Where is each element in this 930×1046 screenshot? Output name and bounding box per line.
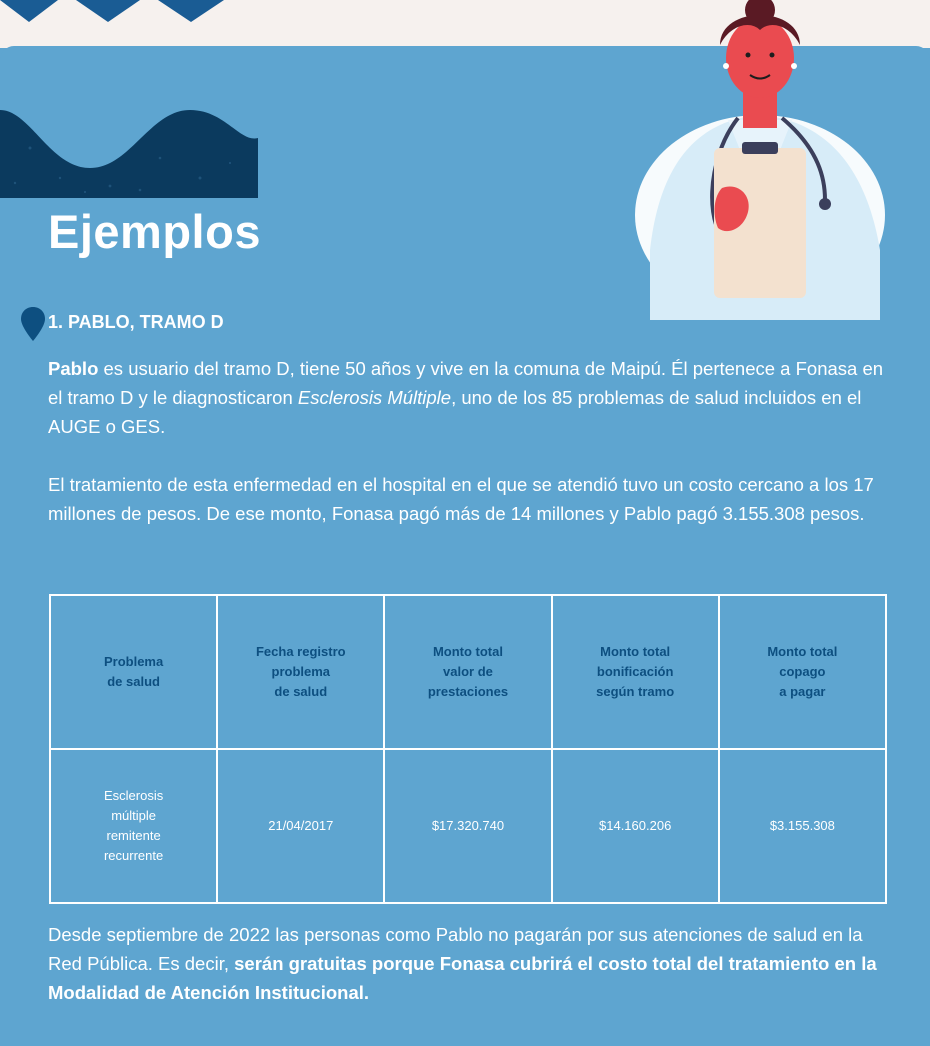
person-name: Pablo <box>48 358 99 379</box>
header-total-value: Monto total valor de prestaciones <box>384 595 551 749</box>
cell-total-value: $17.320.740 <box>384 749 551 903</box>
paragraph-cost: El tratamiento de esta enfermedad en el hospital en el que se atendió tuvo un costo cercano a los 17 millones de pesos. De ese monto, Fonasa pagó más de 14 millones y Pablo pagó 3.155.308 pesos. <box>48 474 874 524</box>
disease-name: Esclerosis Múltiple <box>297 387 452 408</box>
header-problem: Problema de salud <box>50 595 217 749</box>
cell-problem: Esclerosis múltiple remitente recurrente <box>50 749 217 903</box>
cell-bonus: $14.160.206 <box>552 749 719 903</box>
doctor-illustration <box>610 0 910 320</box>
cell-copay: $3.155.308 <box>719 749 886 903</box>
paragraph-conclusion-bold: serán gratuitas porque Fonasa cubrirá el costo total del tratamiento en la Modalidad de Atención Institucional. <box>48 953 877 1003</box>
table-header-row <box>50 595 886 749</box>
diamond-pattern-decoration <box>0 0 240 24</box>
paragraph-intro-text-a: es usuario del tramo D, tiene 50 años y vive en la comuna de Maipú. Él pertenece a Fonasa en el tramo D y le diagnosticaron <box>48 358 884 408</box>
paragraph-intro-text-b: , uno de los 85 problemas de salud incluidos en el AUGE o GES. <box>48 387 862 437</box>
header-copay: Monto total copago a pagar <box>719 595 886 749</box>
section-heading: 1. PABLO, TRAMO D <box>48 312 224 332</box>
header-date: Fecha registro problema de salud <box>217 595 384 749</box>
cost-table <box>49 594 887 904</box>
paragraph-intro <box>48 354 888 441</box>
page-title: Ejemplos <box>48 205 261 258</box>
header-bonus: Monto total bonificación según tramo <box>552 595 719 749</box>
paragraph-conclusion <box>48 920 888 1007</box>
cell-date: 21/04/2017 <box>217 749 384 903</box>
map-pin-icon <box>20 306 46 342</box>
table-row <box>50 749 886 903</box>
paragraph-conclusion-text: Desde septiembre de 2022 las personas como Pablo no pagarán por sus atenciones de salud en la Red Pública. Es decir, <box>48 924 863 974</box>
wave-decoration <box>0 108 260 198</box>
